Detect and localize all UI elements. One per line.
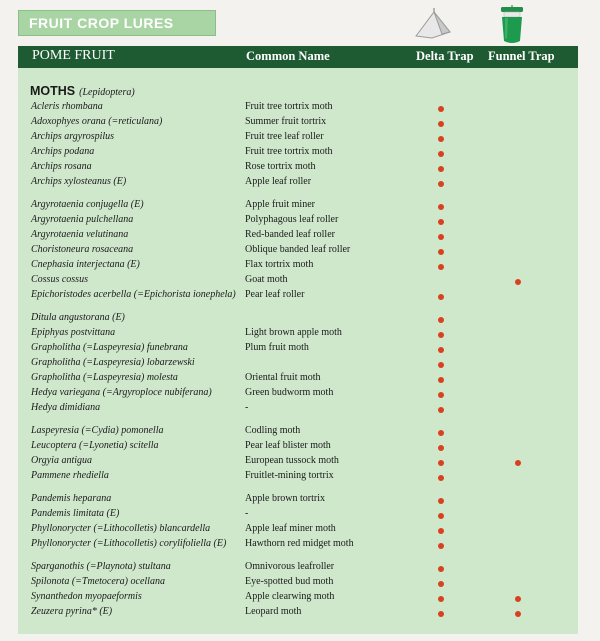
common-name: Fruit tree tortrix moth [245,146,333,157]
delta-trap-dot-icon [438,136,444,142]
delta-trap-dot-icon [438,204,444,210]
delta-trap-dot-icon [438,581,444,587]
common-name: Pear leaf blister moth [245,440,331,451]
delta-trap-dot-icon [438,332,444,338]
delta-trap-dot-icon [438,294,444,300]
common-name: Apple fruit miner [245,199,315,210]
table-row [18,561,578,576]
delta-trap-dot-icon [438,407,444,413]
delta-trap-dot-icon [438,528,444,534]
common-name: Fruit tree leaf roller [245,131,324,142]
common-name: Omnivorous leafroller [245,561,335,572]
table-row [18,372,578,387]
scientific-name: Hedya variegana (=Argyroploce nubiferana) [31,387,212,398]
scientific-name: Hedya dimidiana [31,402,101,413]
table-row [18,493,578,508]
table-row [18,455,578,470]
table-row [18,606,578,621]
funnel-trap-dot-icon [515,596,521,602]
delta-trap-dot-icon [438,498,444,504]
common-name: Oblique banded leaf roller [245,244,351,255]
common-name: Fruitlet-mining tortrix [245,470,334,481]
funnel-trap-dot-icon [515,460,521,466]
common-name: Fruit tree tortrix moth [245,101,333,112]
scientific-name: Epiphyas postvittana [31,327,116,338]
delta-trap-dot-icon [438,181,444,187]
common-name: Leopard moth [245,606,302,617]
common-name: European tussock moth [245,455,339,466]
scientific-name: Archips rosana [31,161,92,172]
common-name: Pear leaf roller [245,289,305,300]
scientific-name: Archips argyrospilus [31,131,115,142]
common-name: Plum fruit moth [245,342,309,353]
delta-trap-dot-icon [438,460,444,466]
common-name: Goat moth [245,274,288,285]
common-name: Summer fruit tortrix [245,116,327,127]
table-row [18,274,578,289]
scientific-name: Choristoneura rosaceana [31,244,134,255]
delta-trap-dot-icon [438,611,444,617]
scientific-name: Archips podana [31,146,95,157]
common-name: Eye-spotted bud moth [245,576,334,587]
scientific-name: Argyrotaenia pulchellana [31,214,134,225]
common-name: - [245,402,249,413]
table-row [18,214,578,229]
common-name: - [245,508,249,519]
delta-trap-dot-icon [438,264,444,270]
scientific-name: Pandemis limitata (E) [31,508,120,519]
table-row [18,312,578,327]
common-name: Polyphagous leaf roller [245,214,339,225]
scientific-name: Phyllonorycter (=Lithocolletis) blancardella [31,523,211,534]
scientific-name: Sparganothis (=Playnota) stultana [31,561,171,572]
scientific-name: Zeuzera pyrina* (E) [31,606,113,617]
scientific-name: Phyllonorycter (=Lithocolletis) corylifoliella (E) [31,538,227,549]
common-name: Apple brown tortrix [245,493,325,504]
delta-trap-dot-icon [438,392,444,398]
table-row [18,327,578,342]
section-title-text: MOTHS [30,84,76,98]
scientific-name: Acleris rhombana [31,101,103,112]
table-row [18,289,578,304]
delta-trap-dot-icon [438,347,444,353]
header-crop-group: POME FRUIT [32,48,115,63]
table-row [18,131,578,146]
scientific-name: Cnephasia interjectana (E) [31,259,140,270]
scientific-name: Adoxophyes orana (=reticulana) [31,116,163,127]
delta-trap-dot-icon [438,317,444,323]
table-row [18,387,578,402]
scientific-name: Grapholitha (=Laspeyresia) molesta [31,372,178,383]
scientific-name: Argyrotaenia velutinana [31,229,129,240]
delta-trap-dot-icon [438,106,444,112]
delta-trap-dot-icon [438,513,444,519]
scientific-name: Orgyia antigua [31,455,93,466]
scientific-name: Cossus cossus [31,274,88,285]
species-list [18,101,578,621]
lure-table [18,46,578,634]
delta-trap-dot-icon [438,543,444,549]
table-row [18,116,578,131]
delta-trap-icon [412,8,454,40]
section-subtitle: (Lepidoptera) [79,87,135,98]
common-name: Apple clearwing moth [245,591,335,602]
common-name: Light brown apple moth [245,327,342,338]
table-row [18,199,578,214]
table-row [18,357,578,372]
delta-trap-dot-icon [438,445,444,451]
table-row [18,508,578,523]
common-name: Oriental fruit moth [245,372,321,383]
common-name: Codling moth [245,425,301,436]
section-title [30,84,135,98]
table-row [18,402,578,417]
table-row [18,470,578,485]
scientific-name: Pammene rhediella [31,470,109,481]
delta-trap-dot-icon [438,430,444,436]
table-row [18,538,578,553]
table-header [18,46,578,68]
scientific-name: Leucoptera (=Lyonetia) scitella [31,440,159,451]
table-row [18,591,578,606]
delta-trap-dot-icon [438,166,444,172]
table-row [18,244,578,259]
delta-trap-dot-icon [438,475,444,481]
common-name: Green budworm moth [245,387,334,398]
common-name: Hawthorn red midget moth [245,538,354,549]
delta-trap-dot-icon [438,151,444,157]
table-row [18,259,578,274]
table-row [18,176,578,191]
scientific-name: Laspeyresia (=Cydia) pomonella [31,425,164,436]
scientific-name: Grapholitha (=Laspeyresia) lobarzewski [31,357,195,368]
delta-trap-dot-icon [438,121,444,127]
delta-trap-dot-icon [438,219,444,225]
delta-trap-dot-icon [438,566,444,572]
scientific-name: Epichoristodes acerbella (=Epichorista ionephela) [31,289,236,300]
scientific-name: Argyrotaenia conjugella (E) [31,199,144,210]
table-row [18,146,578,161]
table-row [18,576,578,591]
table-row [18,425,578,440]
common-name: Apple leaf miner moth [245,523,336,534]
page-banner: FRUIT CROP LURES [18,10,216,36]
common-name: Red-banded leaf roller [245,229,335,240]
delta-trap-dot-icon [438,596,444,602]
scientific-name: Grapholitha (=Laspeyresia) funebrana [31,342,188,353]
header-delta-trap: Delta Trap [416,49,474,63]
delta-trap-dot-icon [438,234,444,240]
delta-trap-dot-icon [438,377,444,383]
scientific-name: Spilonota (=Tmetocera) ocellana [31,576,165,587]
table-row [18,229,578,244]
header-common-name: Common Name [246,49,330,63]
table-row [18,440,578,455]
delta-trap-dot-icon [438,362,444,368]
scientific-name: Pandemis heparana [31,493,112,504]
table-row [18,342,578,357]
scientific-name: Ditula angustorana (E) [31,312,125,323]
scientific-name: Synanthedon myopaeformis [31,591,142,602]
common-name: Apple leaf roller [245,176,312,187]
table-row [18,161,578,176]
common-name: Rose tortrix moth [245,161,316,172]
scientific-name: Archips xylosteanus (E) [31,176,127,187]
delta-trap-dot-icon [438,249,444,255]
table-row [18,101,578,116]
header-funnel-trap: Funnel Trap [488,49,555,63]
funnel-trap-dot-icon [515,279,521,285]
common-name: Flax tortrix moth [245,259,314,270]
funnel-trap-icon [497,5,527,45]
table-row [18,523,578,538]
funnel-trap-dot-icon [515,611,521,617]
